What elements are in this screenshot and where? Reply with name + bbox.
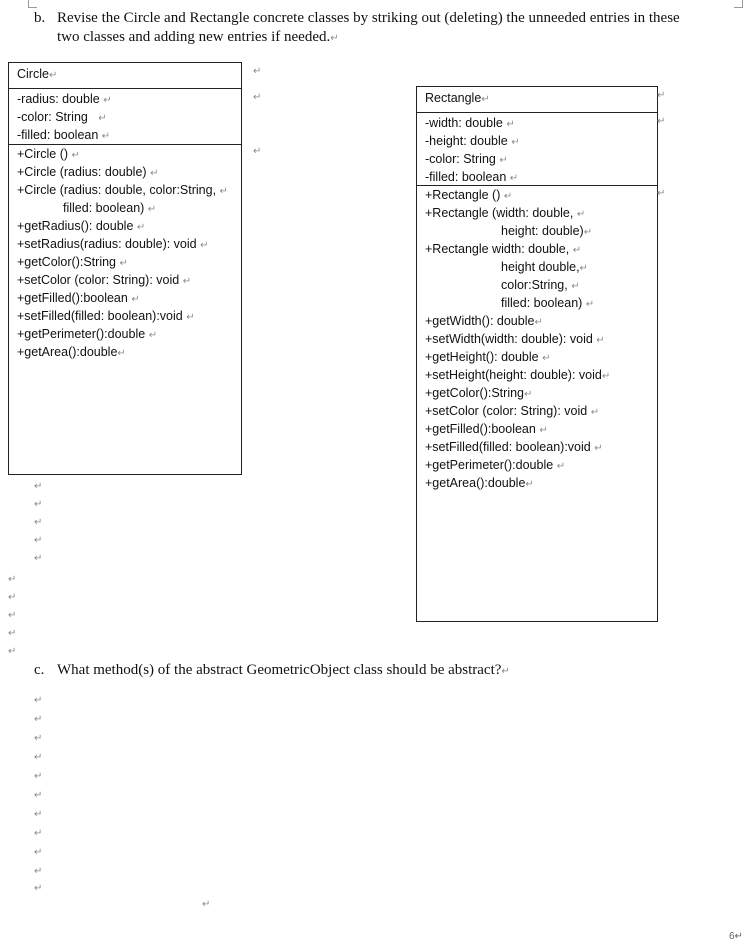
return-mark: ↵ [147, 204, 157, 215]
rectangle-method-text: +getHeight(): double [425, 350, 539, 364]
rectangle-field-text: -width: double [425, 116, 503, 130]
circle-method [17, 163, 158, 181]
rectangle-field-text: -filled: boolean [425, 170, 507, 184]
circle-field-radius [17, 90, 112, 108]
empty-paragraph-mark: ↵ [34, 553, 43, 564]
return-mark: ↵ [219, 186, 228, 197]
rectangle-method-text: +getFilled():boolean [425, 422, 536, 436]
rectangle-method [425, 204, 585, 222]
rectangle-method-text: +setFilled(filled: boolean):void [425, 440, 591, 454]
rectangle-field-color [425, 150, 508, 168]
return-mark: ↵ [585, 299, 595, 310]
rectangle-method [501, 222, 592, 240]
rectangle-method [425, 474, 534, 492]
circle-method [17, 217, 145, 235]
rectangle-method-text: +Rectangle width: double, [425, 242, 570, 256]
empty-paragraph-mark: ↵ [34, 499, 43, 510]
rectangle-method [425, 402, 599, 420]
rectangle-method [425, 312, 543, 330]
empty-paragraph-mark: ↵ [34, 883, 43, 894]
rectangle-method [425, 186, 512, 204]
return-mark: ↵ [481, 94, 490, 105]
return-mark: ↵ [501, 666, 510, 677]
circle-method-text: +setRadius(radius: double): void [17, 237, 197, 251]
circle-method-text: +setColor (color: String): void [17, 273, 180, 287]
empty-paragraph-mark: ↵ [34, 809, 43, 820]
rectangle-field-filled [425, 168, 518, 186]
part-b-line-1: Revise the Circle and Rectangle concrete classes by striking out (deleting) the unneeded entries in these [57, 10, 680, 26]
rectangle-method-text: filled: boolean) [501, 296, 583, 310]
return-mark: ↵ [571, 281, 580, 292]
circle-method [17, 253, 128, 271]
empty-paragraph-mark: ↵ [34, 714, 43, 725]
return-mark: ↵ [579, 263, 588, 274]
circle-field-text: -color: String [17, 110, 88, 124]
empty-paragraph-mark: ↵ [34, 847, 43, 858]
return-mark: ↵ [200, 240, 209, 251]
return-mark: ↵ [583, 227, 593, 238]
circle-method [17, 181, 228, 199]
empty-paragraph-mark: ↵ [8, 628, 17, 639]
circle-method-text: +setFilled(filled: boolean):void [17, 309, 183, 323]
rectangle-class-box [416, 86, 658, 622]
rectangle-title-divider [417, 112, 657, 113]
return-mark: ↵ [330, 33, 339, 44]
return-mark: ↵ [572, 245, 582, 256]
return-mark: ↵ [539, 425, 548, 436]
rectangle-method [501, 294, 594, 312]
empty-paragraph-mark: ↵ [34, 695, 43, 706]
return-mark: ↵ [556, 461, 566, 472]
empty-paragraph-mark: ↵ [202, 899, 211, 910]
part-b-label: b. [34, 10, 46, 26]
rectangle-method [501, 258, 588, 276]
rectangle-title-text: Rectangle [425, 91, 482, 105]
return-mark: ↵ [101, 131, 111, 142]
empty-paragraph-mark: ↵ [34, 517, 43, 528]
circle-method [17, 307, 195, 325]
return-mark: ↵ [131, 294, 140, 305]
circle-method [17, 235, 209, 253]
circle-title-divider [9, 88, 241, 89]
rectangle-field-height [425, 132, 520, 150]
empty-paragraph-mark: ↵ [34, 828, 43, 839]
return-mark: ↵ [98, 113, 107, 124]
part-c-question [57, 661, 510, 681]
rectangle-method [425, 366, 610, 384]
cell-end-mark: ↵ [253, 66, 262, 77]
circle-class-box [8, 62, 242, 475]
rectangle-method [425, 240, 581, 258]
rectangle-method-text: +setWidth(width: double): void [425, 332, 593, 346]
cell-end-mark: ↵ [253, 92, 262, 103]
circle-method-text: +Circle (radius: double, color:String, [17, 183, 217, 197]
circle-method [63, 199, 156, 217]
rectangle-method [501, 276, 580, 294]
page-number-marker: 6↵ [729, 931, 743, 942]
circle-field-color [17, 108, 107, 126]
return-mark: ↵ [596, 335, 605, 346]
empty-paragraph-mark: ↵ [8, 574, 17, 585]
part-c-question-text: What method(s) of the abstract GeometricObject class should be abstract? [57, 662, 502, 678]
rectangle-method-text: +getPerimeter():double [425, 458, 554, 472]
rectangle-method-text: +Rectangle (width: double, [425, 206, 574, 220]
circle-method-text: +getFilled():boolean [17, 291, 128, 305]
rectangle-method [425, 456, 565, 474]
rectangle-method-text: height double, [501, 260, 580, 274]
circle-method-text: +Circle () [17, 147, 69, 161]
circle-title-text: Circle [17, 67, 49, 81]
rectangle-method [425, 438, 603, 456]
rectangle-method-text: +getColor():String [425, 386, 524, 400]
return-mark: ↵ [182, 276, 192, 287]
circle-field-text: -radius: double [17, 92, 100, 106]
empty-paragraph-mark: ↵ [34, 752, 43, 763]
return-mark: ↵ [509, 173, 519, 184]
empty-paragraph-mark: ↵ [34, 481, 43, 492]
circle-field-text: -filled: boolean [17, 128, 99, 142]
return-mark: ↵ [71, 150, 80, 161]
circle-method-text: +Circle (radius: double) [17, 165, 147, 179]
return-mark: ↵ [534, 317, 543, 328]
rectangle-method [425, 348, 551, 366]
circle-method-text: +getArea():double [17, 345, 118, 359]
empty-paragraph-mark: ↵ [34, 790, 43, 801]
rectangle-method-text: height: double) [501, 224, 584, 238]
page-corner-mark-left [28, 0, 37, 8]
rectangle-method [425, 330, 605, 348]
circle-method-text: filled: boolean) [63, 201, 145, 215]
return-mark: ↵ [525, 479, 534, 490]
return-mark: ↵ [150, 168, 159, 179]
return-mark: ↵ [594, 443, 603, 454]
circle-field-filled [17, 126, 110, 144]
return-mark: ↵ [186, 312, 195, 323]
return-mark: ↵ [506, 119, 515, 130]
rectangle-method [425, 384, 532, 402]
circle-method [17, 325, 157, 343]
rectangle-method-text: +Rectangle () [425, 188, 501, 202]
rectangle-field-text: -height: double [425, 134, 508, 148]
page-corner-mark-right [734, 0, 743, 8]
empty-paragraph-mark: ↵ [34, 535, 43, 546]
circle-method-text: +getColor():String [17, 255, 116, 269]
empty-paragraph-mark: ↵ [8, 592, 17, 603]
rectangle-method-text: +setHeight(height: double): void [425, 368, 602, 382]
rectangle-method [425, 420, 548, 438]
rectangle-field-width [425, 114, 515, 132]
rectangle-method-text: color:String, [501, 278, 568, 292]
return-mark: ↵ [511, 137, 520, 148]
rectangle-method-text: +getWidth(): double [425, 314, 535, 328]
return-mark: ↵ [499, 155, 508, 166]
cell-end-mark: ↵ [657, 90, 666, 101]
rectangle-method-text: +setColor (color: String): void [425, 404, 588, 418]
return-mark: ↵ [524, 389, 533, 400]
rectangle-method-text: +getArea():double [425, 476, 526, 490]
cell-end-mark: ↵ [657, 116, 666, 127]
part-b-line-2-text: two classes and adding new entries if needed. [57, 29, 331, 45]
empty-paragraph-mark: ↵ [8, 646, 17, 657]
empty-paragraph-mark: ↵ [34, 733, 43, 744]
circle-method-text: +getRadius(): double [17, 219, 134, 233]
circle-method [17, 271, 191, 289]
empty-paragraph-mark: ↵ [34, 771, 43, 782]
part-c-label: c. [34, 662, 45, 678]
return-mark: ↵ [601, 371, 611, 382]
rectangle-field-text: -color: String [425, 152, 496, 166]
return-mark: ↵ [576, 209, 586, 220]
return-mark: ↵ [590, 407, 600, 418]
circle-method [17, 343, 126, 361]
empty-paragraph-mark: ↵ [8, 610, 17, 621]
empty-paragraph-mark: ↵ [34, 866, 43, 877]
return-mark: ↵ [136, 222, 146, 233]
circle-class-title [17, 65, 57, 83]
return-mark: ↵ [503, 191, 513, 202]
circle-method [17, 145, 80, 163]
cell-end-mark: ↵ [657, 188, 666, 199]
rectangle-class-title [425, 89, 490, 107]
part-b-line-2 [57, 28, 339, 48]
return-mark: ↵ [48, 70, 58, 81]
return-mark: ↵ [148, 330, 158, 341]
cell-end-mark: ↵ [253, 146, 262, 157]
return-mark: ↵ [119, 258, 128, 269]
return-mark: ↵ [117, 348, 126, 359]
return-mark: ↵ [103, 95, 112, 106]
return-mark: ↵ [542, 353, 551, 364]
circle-method-text: +getPerimeter():double [17, 327, 146, 341]
circle-method [17, 289, 140, 307]
